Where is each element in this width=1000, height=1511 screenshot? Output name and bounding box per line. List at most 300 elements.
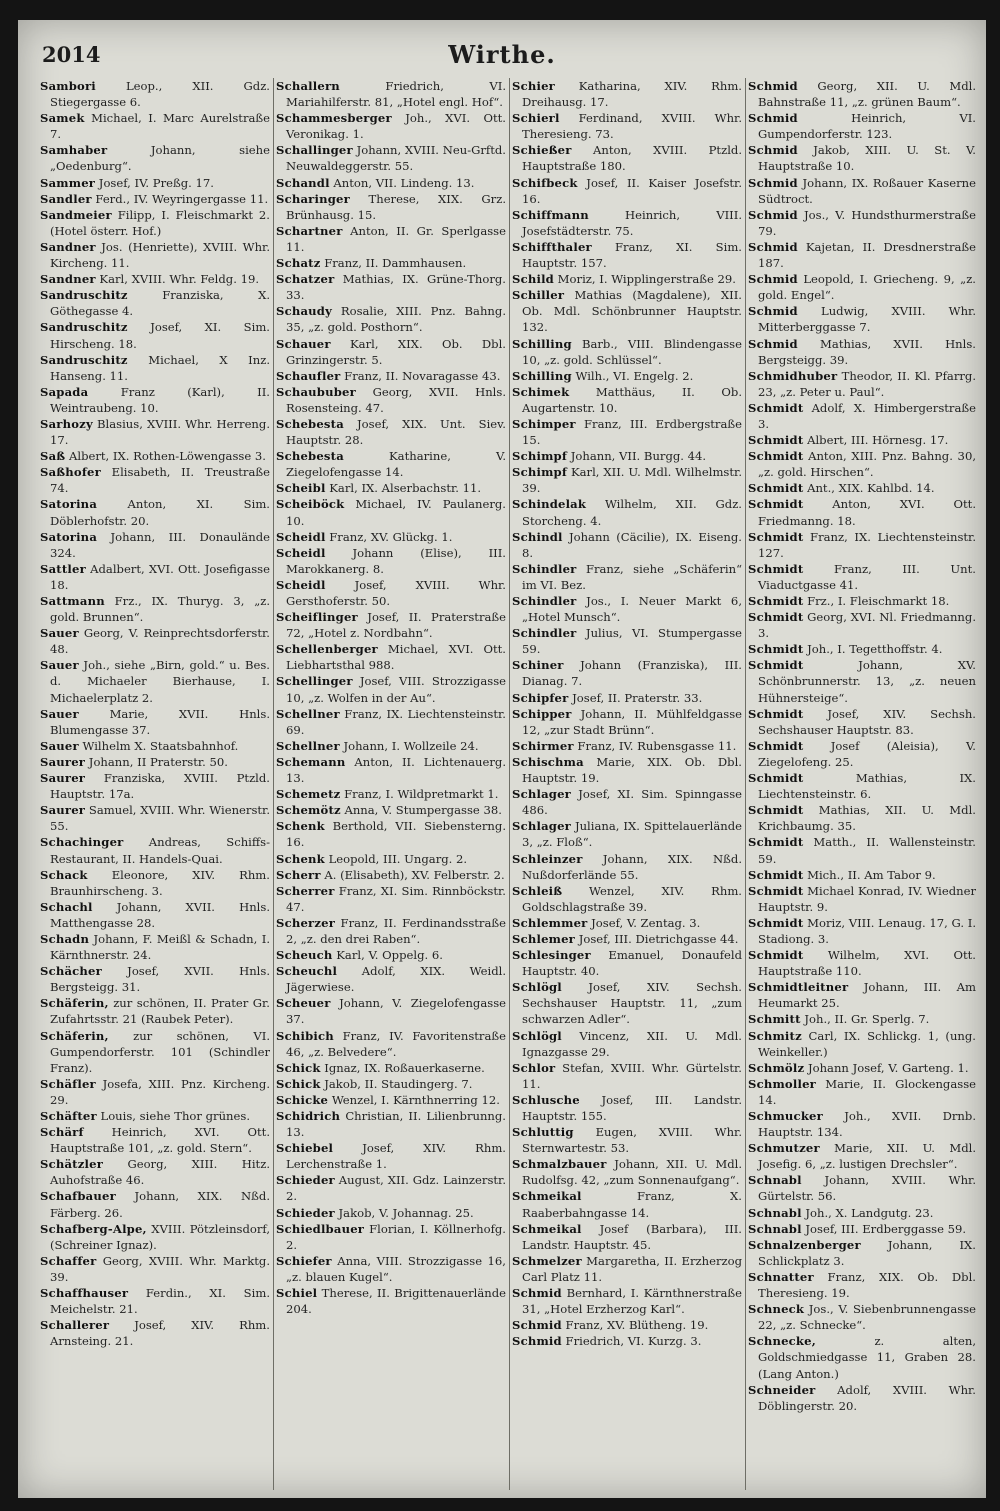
entry-name: Schmid: [748, 175, 798, 190]
entry-name: Schiel: [276, 1286, 318, 1301]
entry-details: Heinrich, VIII. Josefstädterstr. 75.: [522, 207, 742, 238]
directory-entry: [40, 1108, 270, 1124]
entry-details: Josef, XIV. Sechsh. Sechshauser Hauptstr. 83.: [758, 706, 976, 737]
entry-details: Georg, XII. U. Mdl. Bahnstraße 11, „z. grünen Baum“.: [758, 79, 976, 110]
entry-name: Sandner: [40, 239, 96, 254]
entry-details: Eugen, XVIII. Whr. Sternwartestr. 53.: [522, 1125, 742, 1156]
directory-entry: [276, 995, 506, 1027]
entry-details: Kajetan, II. Dresdnerstraße 187.: [758, 239, 976, 271]
directory-entry: [40, 142, 270, 174]
entry-details: Wenzel, I. Kärnthnerring 12.: [331, 1092, 500, 1107]
entry-name: Schmid: [748, 111, 798, 126]
entry-details: Johann, V. Ziegelofengasse 37.: [286, 996, 506, 1027]
entry-details: Josef (Aleisia), V. Ziegelofeng. 25.: [758, 738, 976, 769]
entry-details: Louis, siehe Thor grünes.: [100, 1109, 251, 1123]
entry-name: Sandruschitz: [40, 320, 128, 335]
entry-name: Scherr: [276, 867, 321, 882]
entry-name: Saßhofer: [40, 465, 101, 480]
directory-entry: [512, 1253, 742, 1285]
entry-name: Schmidt: [748, 529, 804, 544]
directory-entry: [748, 593, 976, 609]
entry-details: Johann Josef, V. Garteng. 1.: [807, 1060, 969, 1075]
entry-name: Schmidt: [748, 594, 804, 608]
entry-details: Jos., I. Neuer Markt 6, „Hotel Munsch“.: [522, 594, 742, 625]
entry-name: Schmid: [748, 79, 798, 93]
entry-name: Schmitz: [748, 1028, 802, 1043]
entry-details: Johann, XVII. Hnls. Matthengasse 28.: [50, 899, 270, 930]
directory-entry: [748, 802, 976, 834]
entry-details: Josef, III. Erdberggasse 59.: [805, 1221, 967, 1236]
directory-entry: [276, 1028, 506, 1060]
entry-name: Schlemer: [512, 931, 575, 946]
entry-details: Josef, V. Zentag. 3.: [591, 915, 701, 930]
entry-name: Schimpf: [512, 449, 568, 464]
entry-details: Anton, XVI. Ott. Friedmanng. 18.: [758, 497, 976, 528]
entry-details: Karl, V. Oppelg. 6.: [336, 948, 443, 963]
directory-entry: [512, 336, 742, 368]
entry-details: Filipp, I. Fleischmarkt 2. (Hotel österr. Hof.): [50, 207, 270, 238]
directory-entry: [40, 657, 270, 705]
directory-entry: [40, 1076, 270, 1108]
entry-name: Sandmeier: [40, 207, 112, 222]
directory-entry: [40, 319, 270, 351]
entry-name: Schadn: [40, 931, 90, 946]
directory-entry: [512, 1188, 742, 1220]
directory-entry: [512, 561, 742, 593]
entry-name: Schmalzbauer: [512, 1157, 607, 1172]
column-2: [276, 78, 506, 1490]
directory-entry: [748, 947, 976, 979]
entry-details: Wilhelm, XVI. Ott. Hauptstraße 110.: [758, 948, 976, 979]
entry-name: Schmucker: [748, 1109, 823, 1123]
entry-name: Schallerer: [40, 1318, 110, 1333]
entry-name: Satorina: [40, 497, 98, 512]
entry-name: Schatzer: [276, 272, 335, 287]
entry-details: August, XII. Gdz. Lainzerstr. 2.: [286, 1173, 506, 1204]
directory-entry: [276, 641, 506, 673]
entry-name: Schallinger: [276, 143, 353, 158]
entry-details: Marie, XII. U. Mdl. Josefig. 6, „z. lustigen Drechsler“.: [758, 1141, 976, 1172]
entry-name: Schaudy: [276, 304, 333, 319]
entry-name: Schnabl: [748, 1173, 802, 1188]
entry-details: Eleonore, XIV. Rhm. Braunhirscheng. 3.: [50, 867, 270, 898]
entry-details: Franz, XV. Glückg. 1.: [329, 529, 453, 544]
directory-entry: [40, 1285, 270, 1317]
entry-name: Satorina: [40, 529, 98, 544]
directory-entry: [512, 384, 742, 416]
entry-name: Schlager: [512, 819, 571, 834]
entry-name: Schleinzer: [512, 851, 583, 866]
entry-name: Schmidt: [748, 561, 804, 576]
entry-details: Blasius, XVIII. Whr. Herreng. 17.: [50, 416, 270, 448]
entry-details: zur schönen, II. Prater Gr. Zufahrtsstr. 21 (Raubek Peter).: [50, 996, 270, 1027]
entry-details: Franz, XIX. Ob. Dbl. Theresieng. 19.: [758, 1269, 976, 1301]
entry-details: Matth., II. Wallensteinstr. 59.: [758, 835, 976, 866]
entry-name: Schaffer: [40, 1253, 97, 1268]
entry-name: Schiebel: [276, 1141, 334, 1156]
entry-name: Schafbauer: [40, 1189, 116, 1204]
directory-entry: [276, 255, 506, 271]
entry-details: Josef, XVII. Hnls. Bergsteigg. 31.: [50, 964, 270, 995]
entry-details: Adalbert, XVI. Ott. Josefigasse 18.: [50, 561, 270, 592]
entry-name: Schlögl: [512, 980, 562, 995]
entry-name: Schlemmer: [512, 915, 588, 930]
directory-entry: [512, 448, 742, 464]
entry-details: Leopold, III. Ungarg. 2.: [328, 851, 468, 866]
entry-details: Matthäus, II. Ob. Augartenstr. 10.: [522, 384, 742, 415]
entry-details: Adolf, X. Himbergerstraße 3.: [758, 400, 976, 431]
entry-details: Anton, II. Lichtenauerg. 13.: [286, 754, 506, 786]
entry-details: Franz, IX. Liechtensteinstr. 127.: [758, 529, 976, 560]
directory-entry: [276, 545, 506, 577]
entry-name: Schäfter: [40, 1109, 97, 1123]
directory-entry: [512, 529, 742, 561]
entry-name: Schischma: [512, 754, 584, 769]
entry-details: Anton, II. Gr. Sperlgasse 11.: [286, 223, 506, 254]
entry-name: Schick: [276, 1076, 321, 1091]
directory-entry: [40, 384, 270, 416]
directory-entry: [40, 931, 270, 963]
column-3: [512, 78, 742, 1490]
entry-details: Franz, IX. Liechtensteinstr. 69.: [286, 706, 506, 737]
entry-name: Sauer: [40, 658, 79, 673]
directory-entry: [512, 239, 742, 271]
directory-entry: [748, 1140, 976, 1172]
entry-details: Michael, XVI. Ott. Liebhartsthal 988.: [286, 642, 506, 673]
directory-entry: [40, 963, 270, 995]
entry-name: Schluttig: [512, 1125, 574, 1140]
directory-entry: [512, 207, 742, 239]
entry-details: zur schönen, VI. Gumpendorferstr. 101 (Schindler Franz).: [50, 1028, 270, 1075]
directory-entry: [748, 529, 976, 561]
directory-entry: [748, 1221, 976, 1237]
directory-entry: [276, 480, 506, 496]
entry-details: Karl, XVIII. Whr. Feldg. 19.: [99, 272, 260, 287]
directory-entry: [748, 1269, 976, 1301]
entry-details: Josef, XI. Sim. Hirscheng. 18.: [50, 320, 270, 351]
entry-name: Scheuchl: [276, 964, 338, 979]
entry-details: Johann, I. Wollzeile 24.: [343, 738, 479, 753]
entry-details: Johann (Franziska), III. Dianag. 7.: [522, 658, 742, 689]
directory-entry: [276, 1253, 506, 1285]
entry-details: Mathias, XVII. Hnls. Bergsteigg. 39.: [758, 336, 976, 367]
directory-entry: [512, 496, 742, 528]
page-header: [18, 20, 986, 78]
entry-details: Josef, XIV. Rhm. Lerchenstraße 1.: [286, 1141, 506, 1172]
directory-entry: [748, 561, 976, 593]
directory-entry: [748, 175, 976, 207]
entry-details: Heinrich, XVI. Ott. Hauptstraße 101, „z. gold. Stern“.: [50, 1125, 270, 1156]
entry-name: Schellner: [276, 738, 340, 753]
entry-name: Schilling: [512, 336, 572, 351]
entry-name: Schenk: [276, 851, 325, 866]
entry-details: Franz, IV. Favoritenstraße 46, „z. Belvedere“.: [286, 1028, 506, 1059]
entry-name: Scherzer: [276, 915, 336, 930]
directory-entry: [276, 416, 506, 448]
entry-details: Jos. (Henriette), XVIII. Whr. Kircheng. 11.: [50, 239, 270, 271]
entry-name: Schiffthaler: [512, 239, 592, 254]
entry-name: Schmid: [512, 1318, 562, 1333]
entry-details: Franz (Karl), II. Weintraubeng. 10.: [50, 384, 270, 415]
entry-name: Schlusche: [512, 1092, 580, 1107]
entry-name: Schmidt: [748, 883, 804, 898]
entry-details: Michael, X Inz. Hanseng. 11.: [50, 352, 270, 383]
entry-details: Josef (Barbara), III. Landstr. Hauptstr. 45.: [522, 1221, 742, 1252]
entry-name: Schiller: [512, 288, 565, 303]
entry-name: Schenk: [276, 819, 325, 834]
entry-name: Schaufler: [276, 368, 341, 383]
directory-entry: [276, 368, 506, 384]
directory-entry: [40, 287, 270, 319]
column-divider: [745, 78, 746, 1490]
directory-entry: [40, 496, 270, 528]
entry-details: Wenzel, XIV. Rhm. Goldschlagstraße 39.: [522, 883, 742, 914]
entry-details: Josef, XIV. Sechsh. Sechshauser Hauptstr. 11, „zum schwarzen Adler“.: [522, 980, 742, 1027]
directory-entry: [748, 303, 976, 335]
directory-entry: [40, 802, 270, 834]
directory-entry: [512, 786, 742, 818]
directory-entry: [748, 1382, 976, 1414]
directory-entry: [748, 1172, 976, 1204]
entry-name: Schiefer: [276, 1253, 332, 1268]
entry-name: Sandruschitz: [40, 352, 128, 367]
entry-name: Schiedlbauer: [276, 1221, 365, 1236]
entry-details: z. alten, Goldschmiedgasse 11, Graben 28. (Lang Anton.): [758, 1334, 976, 1381]
page-title: Wirthe.: [448, 40, 556, 69]
directory-entry: [512, 78, 742, 110]
entry-details: Wilhelm X. Staatsbahnhof.: [82, 738, 239, 753]
entry-details: Leop., XII. Gdz. Stiegergasse 6.: [50, 79, 270, 110]
entry-name: Scheiböck: [276, 497, 345, 512]
directory-entry: [512, 706, 742, 738]
entry-details: Josef, VIII. Strozzigasse 10, „z. Wolfen in der Au“.: [286, 674, 506, 705]
directory-entry: [40, 867, 270, 899]
entry-name: Schafberg-Alpe,: [40, 1221, 147, 1236]
entry-details: Adolf, XVIII. Whr. Döblingerstr. 20.: [758, 1382, 976, 1413]
entry-name: Saß: [40, 449, 66, 464]
directory-entry: [40, 1221, 270, 1253]
entry-details: Franz, I. Wildpretmarkt 1.: [344, 787, 499, 802]
entry-name: Schmidhuber: [748, 368, 838, 383]
entry-name: Schartner: [276, 223, 343, 238]
directory-entry: [40, 754, 270, 770]
entry-details: Georg, XVII. Hnls. Rosensteing. 47.: [286, 384, 506, 415]
entry-name: Sandler: [40, 191, 92, 206]
directory-entry: [748, 657, 976, 705]
entry-name: Schmid: [748, 336, 798, 351]
entry-details: Adolf, XIX. Weidl. Jägerwiese.: [286, 964, 506, 995]
directory-entry: [512, 979, 742, 1027]
entry-details: Emanuel, Donaufeld Hauptstr. 40.: [522, 948, 742, 979]
entry-details: Joh., XVI. Ott. Veronikag. 1.: [286, 111, 506, 142]
entry-name: Schemann: [276, 754, 346, 769]
entry-name: Schmoller: [748, 1076, 816, 1091]
entry-details: Jos., V. Hundsthurmerstraße 79.: [758, 207, 976, 238]
entry-details: Franz, siehe „Schäferin“ im VI. Bez.: [522, 561, 742, 592]
entry-details: Joh., II. Gr. Sperlg. 7.: [804, 1012, 930, 1027]
entry-details: Ant., XIX. Kahlbd. 14.: [807, 481, 935, 496]
entry-name: Schellenberger: [276, 642, 378, 657]
entry-name: Schmidt: [748, 481, 804, 496]
directory-entry: [40, 706, 270, 738]
entry-details: Anton, XIII. Pnz. Bahng. 30, „z. gold. Hirschen“.: [758, 449, 976, 480]
entry-name: Schick: [276, 1060, 321, 1075]
directory-entry: [748, 207, 976, 239]
entry-name: Scheidl: [276, 577, 326, 592]
directory-entry: [276, 1092, 506, 1108]
entry-details: Johann, VII. Burgg. 44.: [570, 449, 707, 464]
entry-details: Margaretha, II. Erzherzog Carl Platz 11.: [522, 1253, 742, 1284]
entry-details: Josef, XI. Sim. Spinngasse 486.: [522, 787, 742, 818]
entry-name: Schimper: [512, 416, 576, 431]
directory-entry: [512, 625, 742, 657]
directory-entry: [276, 963, 506, 995]
entry-details: Franz, III. Unt. Viaductgasse 41.: [758, 561, 976, 592]
directory-entry: [748, 641, 976, 657]
directory-entry: [276, 947, 506, 963]
entry-details: Mathias (Magdalene), XII. Ob. Mdl. Schönbrunner Hauptstr. 132.: [522, 288, 742, 335]
entry-details: Johann, II. Mühlfeldgasse 12, „zur Stadt Brünn“.: [522, 706, 742, 737]
entry-details: Wilhelm, XII. Gdz. Storcheng. 4.: [522, 497, 742, 528]
directory-entry: [276, 1205, 506, 1221]
directory-entry: [512, 593, 742, 625]
entry-name: Schieder: [276, 1205, 335, 1220]
directory-entry: [748, 1237, 976, 1269]
entry-details: Carl, IX. Schlickg. 1, (ung. Weinkeller.): [758, 1028, 976, 1059]
entry-name: Sauer: [40, 626, 79, 641]
directory-entry: [40, 1317, 270, 1349]
entry-name: Schmidt: [748, 658, 804, 673]
directory-entry: [512, 690, 742, 706]
directory-entry: [40, 110, 270, 142]
directory-entry: [512, 1060, 742, 1092]
entry-details: Ludwig, XVIII. Whr. Mitterberggasse 7.: [758, 304, 976, 335]
directory-entry: [512, 818, 742, 850]
directory-entry: [748, 834, 976, 866]
entry-name: Schirmer: [512, 738, 574, 753]
directory-entry: [512, 1285, 742, 1317]
entry-name: Schneider: [748, 1382, 816, 1397]
entry-name: Scheidl: [276, 545, 326, 560]
entry-details: Josef, XIX. Unt. Siev. Hauptstr. 28.: [286, 416, 506, 448]
entry-details: Moriz, VIII. Lenaug. 17, G. I. Stadiong. 3.: [758, 915, 976, 946]
entry-details: Franz, XV. Blütheng. 19.: [565, 1318, 709, 1333]
entry-details: Anna, V. Stumpergasse 38.: [344, 803, 502, 818]
entry-details: Michael Konrad, IV. Wiedner Hauptstr. 9.: [758, 883, 976, 914]
entry-name: Schneck: [748, 1302, 805, 1317]
entry-name: Scheuer: [276, 996, 331, 1011]
entry-name: Sattler: [40, 561, 86, 576]
directory-entry: [512, 931, 742, 947]
directory-entry: [40, 1253, 270, 1285]
directory-columns: [40, 78, 976, 1490]
entry-name: Sandruschitz: [40, 288, 128, 303]
entry-details: Josef, IV. Preßg. 17.: [98, 175, 214, 190]
directory-entry: [512, 851, 742, 883]
entry-name: Samek: [40, 111, 85, 126]
directory-entry: [40, 416, 270, 448]
directory-entry: [276, 867, 506, 883]
directory-entry: [276, 1285, 506, 1317]
entry-name: Schmelzer: [512, 1253, 582, 1268]
entry-name: Schmid: [748, 207, 798, 222]
entry-details: Anna, VIII. Strozzigasse 16, „z. blauen Kugel“.: [286, 1253, 506, 1284]
directory-entry: [748, 915, 976, 947]
directory-entry: [748, 110, 976, 142]
entry-details: Jos., V. Siebenbrunnengasse 22, „z. Schnecke“.: [758, 1302, 976, 1333]
directory-entry: [276, 883, 506, 915]
entry-name: Schnatter: [748, 1269, 814, 1284]
directory-entry: [276, 303, 506, 335]
entry-name: Schindler: [512, 594, 577, 608]
entry-name: Schiner: [512, 658, 564, 673]
directory-entry: [748, 336, 976, 368]
directory-entry: [748, 706, 976, 738]
directory-entry: [276, 1221, 506, 1253]
entry-details: Michael, IV. Paulanerg. 10.: [286, 497, 506, 528]
directory-entry: [512, 657, 742, 689]
entry-name: Schärf: [40, 1125, 84, 1140]
entry-name: Schilling: [512, 368, 572, 383]
entry-details: Franziska, X. Göthegasse 4.: [50, 288, 270, 319]
directory-entry: [276, 1076, 506, 1092]
directory-entry: [748, 1333, 976, 1381]
entry-details: Samuel, XVIII. Whr. Wienerstr. 55.: [50, 803, 270, 834]
entry-name: Schmidt: [748, 642, 804, 657]
directory-entry: [512, 1221, 742, 1253]
entry-details: Johann, XIX. Nßd. Färberg. 26.: [50, 1189, 270, 1220]
directory-entry: [276, 223, 506, 255]
directory-entry: [748, 1205, 976, 1221]
directory-entry: [512, 1092, 742, 1124]
entry-details: Ignaz, IX. Roßauerkaserne.: [324, 1060, 485, 1075]
directory-entry: [276, 78, 506, 110]
directory-entry: [748, 1108, 976, 1140]
directory-entry: [276, 1108, 506, 1140]
entry-name: Sattmann: [40, 594, 105, 608]
entry-details: Johann, XII. U. Mdl. Rudolfsg. 42, „zum Sonnenaufgang“.: [522, 1157, 742, 1188]
entry-name: Schidrich: [276, 1109, 341, 1123]
entry-name: Schipfer: [512, 690, 569, 705]
directory-entry: [512, 738, 742, 754]
entry-details: Friedrich, VI. Kurzg. 3.: [565, 1334, 702, 1349]
entry-name: Schnabl: [748, 1205, 802, 1220]
directory-entry: [512, 947, 742, 979]
entry-name: Schifbeck: [512, 175, 578, 190]
entry-details: Johann, siehe „Oedenburg“.: [50, 143, 270, 174]
entry-details: Franz, II. Ferdinandsstraße 2, „z. den drei Raben“.: [286, 915, 506, 946]
entry-details: Josefa, XIII. Pnz. Kircheng. 29.: [50, 1076, 270, 1107]
entry-name: Schild: [512, 272, 554, 287]
directory-entry: [40, 899, 270, 931]
entry-details: Mich., II. Am Tabor 9.: [807, 867, 936, 882]
directory-entry: [748, 867, 976, 883]
directory-entry: [748, 609, 976, 641]
directory-entry: [276, 738, 506, 754]
entry-details: Johann (Cäcilie), IX. Eiseng. 8.: [522, 529, 742, 560]
entry-details: Bernhard, I. Kärnthnerstraße 31, „Hotel Erzherzog Karl“.: [522, 1286, 742, 1317]
directory-entry: [40, 529, 270, 561]
entry-name: Schatz: [276, 256, 321, 271]
entry-details: Vincenz, XII. U. Mdl. Ignazgasse 29.: [522, 1028, 742, 1059]
entry-details: Karl, XIX. Ob. Dbl. Grinzingerstr. 5.: [286, 336, 506, 367]
entry-name: Schmid: [748, 143, 798, 158]
directory-entry: [276, 802, 506, 818]
entry-name: Schindler: [512, 626, 577, 641]
directory-entry: [276, 609, 506, 641]
entry-name: Schmid: [748, 304, 798, 319]
directory-entry: [512, 1156, 742, 1188]
